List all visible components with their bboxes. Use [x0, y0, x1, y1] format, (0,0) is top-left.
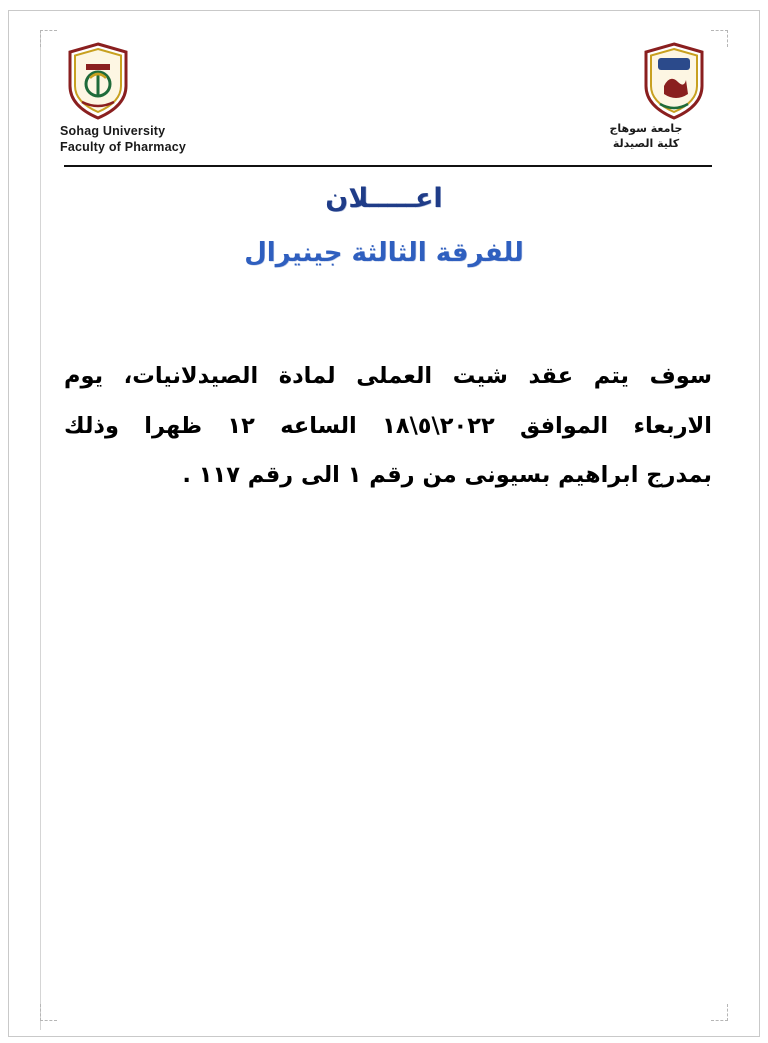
page-binding-rule: [40, 30, 41, 1030]
announcement-title-block: [56, 180, 712, 273]
body-line-3: بمدرج ابراهيم بسيونى من رقم ١ الى رقم ١١٧ .: [182, 462, 712, 488]
body-line-2: الاربعاء الموافق ٢٠٢٢\٥\١٨ الساعه ١٢ ظهرا وذلك: [64, 412, 712, 439]
document-header: [56, 38, 712, 158]
crop-mark-bottom-left: [40, 1004, 57, 1021]
university-name-en-line2: Faculty of Pharmacy: [60, 139, 187, 154]
crop-mark-top-left: [40, 30, 57, 47]
page-title: اعـــــلان: [325, 183, 443, 214]
sohag-university-pharmacy-crest-icon: [66, 42, 130, 120]
body-line-1: سوف يتم عقد شيت العملى لمادة الصيدلانيات، يوم: [64, 363, 712, 389]
page-subtitle: للفرقة الثالثة جينيرال: [244, 237, 524, 268]
crop-mark-bottom-right: [711, 1004, 728, 1021]
university-name-en: [60, 124, 186, 155]
university-name-ar: [586, 122, 706, 152]
sohag-university-crest-icon: [642, 42, 706, 120]
university-name-ar-line2: كلية الصيدلة: [612, 136, 680, 150]
header-divider: [64, 165, 712, 167]
university-name-ar-line1: جامعة سوهاج: [609, 122, 683, 135]
announcement-body: [64, 352, 712, 501]
crop-mark-top-right: [711, 30, 728, 47]
university-name-en-line1: Sohag University: [60, 124, 166, 138]
